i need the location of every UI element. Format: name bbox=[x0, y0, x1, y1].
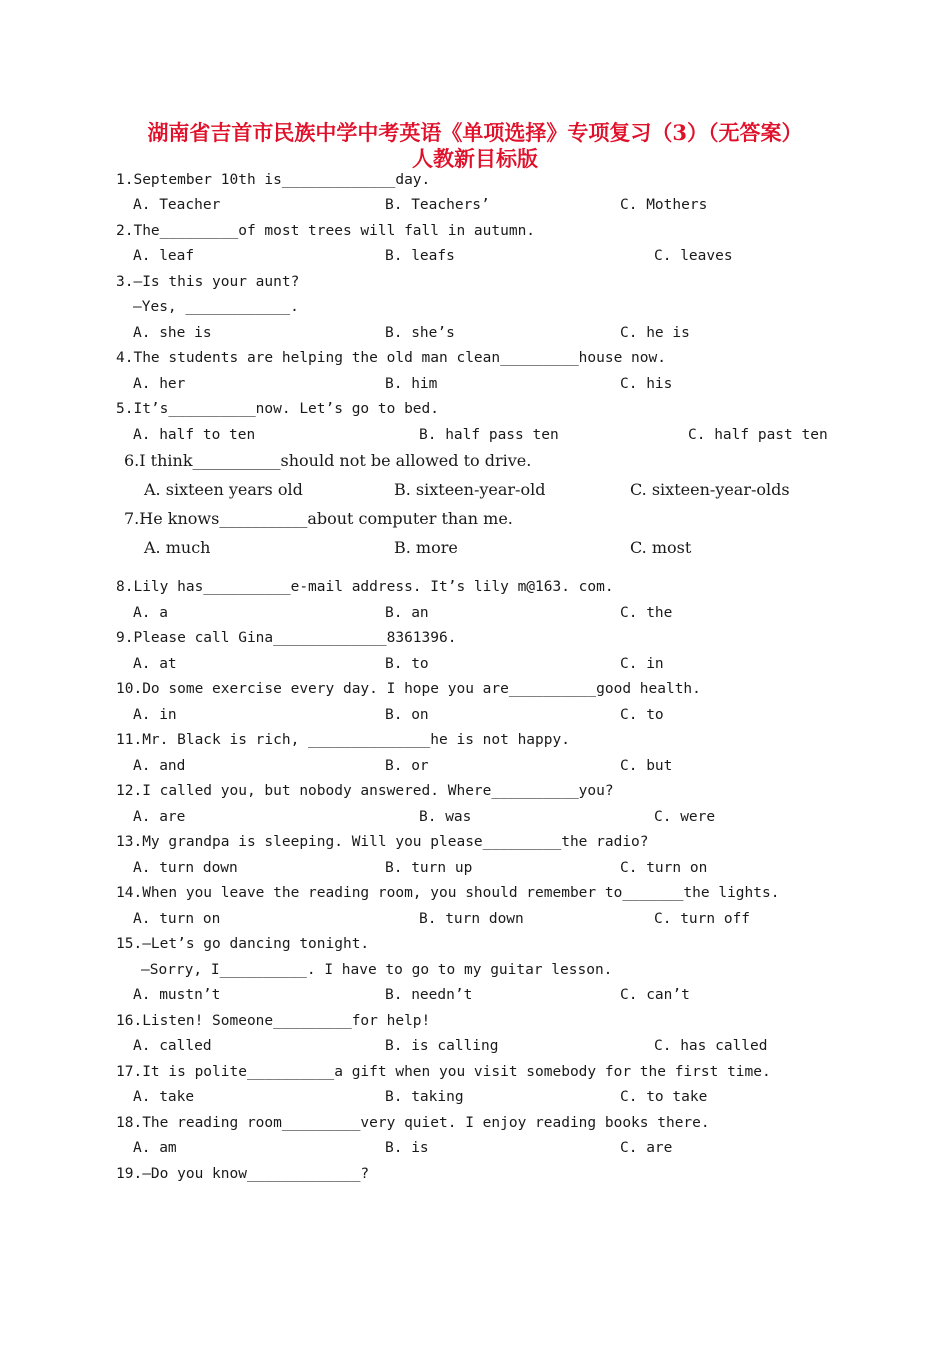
option-b: B. Teachers’ bbox=[385, 197, 490, 213]
question-stem: 3.—Is this your aunt? bbox=[116, 274, 300, 290]
option-b: B. is bbox=[385, 1140, 429, 1156]
document-title-line-1: 湖南省吉首市民族中学中考英语《单项选择》专项复习（3）（无答案） bbox=[147, 120, 803, 145]
option-a: A. half to ten bbox=[133, 427, 256, 443]
option-b: B. leafs bbox=[385, 248, 455, 264]
option-a: A. sixteen years old bbox=[144, 480, 303, 499]
question-stem: 11.Mr. Black is rich, ______________he is not happy. bbox=[116, 732, 570, 748]
option-b: B. taking bbox=[385, 1089, 464, 1105]
question-stem: 15.—Let’s go dancing tonight. bbox=[116, 936, 370, 952]
question-stem-continued: —Yes, ____________. bbox=[133, 299, 299, 315]
option-a: A. and bbox=[133, 758, 186, 774]
option-c: C. but bbox=[620, 758, 673, 774]
option-b: B. turn up bbox=[385, 860, 473, 876]
option-b: B. more bbox=[394, 538, 458, 557]
question-stem: 7.He knows___________about computer than me. bbox=[124, 509, 513, 528]
option-b: B. is calling bbox=[385, 1038, 499, 1054]
question-stem: 1.September 10th is_____________day. bbox=[116, 172, 431, 188]
question-stem: 13.My grandpa is sleeping. Will you please_________the radio? bbox=[116, 834, 649, 850]
option-c: C. most bbox=[630, 538, 692, 557]
question-stem: 12.I called you, but nobody answered. Where__________you? bbox=[116, 783, 614, 799]
option-a: A. am bbox=[133, 1140, 177, 1156]
option-b: B. on bbox=[385, 707, 429, 723]
option-a: A. at bbox=[133, 656, 177, 672]
option-c: C. sixteen-year-olds bbox=[630, 480, 790, 499]
option-c: C. turn off bbox=[654, 911, 751, 927]
option-c: C. to bbox=[620, 707, 664, 723]
option-b: B. sixteen-year-old bbox=[394, 480, 546, 499]
option-b: B. she’s bbox=[385, 325, 455, 341]
option-b: B. turn down bbox=[419, 911, 524, 927]
question-stem-continued: —Sorry, I__________. I have to go to my guitar lesson. bbox=[141, 962, 613, 978]
option-b: B. was bbox=[419, 809, 472, 825]
option-b: B. to bbox=[385, 656, 429, 672]
option-a: A. Teacher bbox=[133, 197, 221, 213]
option-c: C. were bbox=[654, 809, 716, 825]
option-c: C. leaves bbox=[654, 248, 733, 264]
option-c: C. can’t bbox=[620, 987, 690, 1003]
question-stem: 17.It is polite__________a gift when you visit somebody for the first time. bbox=[116, 1064, 771, 1080]
option-a: A. leaf bbox=[133, 248, 195, 264]
option-c: C. the bbox=[620, 605, 673, 621]
option-b: B. or bbox=[385, 758, 429, 774]
question-stem: 18.The reading room_________very quiet. I enjoy reading books there. bbox=[116, 1115, 710, 1131]
option-a: A. turn down bbox=[133, 860, 238, 876]
option-b: B. an bbox=[385, 605, 429, 621]
option-a: A. turn on bbox=[133, 911, 221, 927]
question-stem: 19.—Do you know_____________? bbox=[116, 1166, 370, 1182]
option-a: A. her bbox=[133, 376, 186, 392]
option-b: B. him bbox=[385, 376, 438, 392]
option-a: A. much bbox=[144, 538, 211, 557]
option-a: A. called bbox=[133, 1038, 212, 1054]
option-a: A. in bbox=[133, 707, 177, 723]
option-c: C. are bbox=[620, 1140, 673, 1156]
option-b: B. needn’t bbox=[385, 987, 473, 1003]
option-b: B. half pass ten bbox=[419, 427, 559, 443]
question-stem: 5.It’s__________now. Let’s go to bed. bbox=[116, 401, 440, 417]
option-c: C. he is bbox=[620, 325, 690, 341]
option-c: C. turn on bbox=[620, 860, 708, 876]
option-a: A. she is bbox=[133, 325, 212, 341]
option-a: A. a bbox=[133, 605, 168, 621]
option-c: C. in bbox=[620, 656, 664, 672]
question-stem: 8.Lily has__________e-mail address. It’s lily m@163. com. bbox=[116, 579, 614, 595]
question-stem: 9.Please call Gina_____________8361396. bbox=[116, 630, 457, 646]
option-a: A. take bbox=[133, 1089, 195, 1105]
question-stem: 6.I think___________should not be allowed to drive. bbox=[124, 451, 532, 470]
option-c: C. has called bbox=[654, 1038, 768, 1054]
question-stem: 10.Do some exercise every day. I hope you are__________good health. bbox=[116, 681, 701, 697]
option-c: C. to take bbox=[620, 1089, 708, 1105]
option-c: C. half past ten bbox=[688, 427, 828, 443]
question-stem: 2.The_________of most trees will fall in autumn. bbox=[116, 223, 536, 239]
question-stem: 4.The students are helping the old man clean_________house now. bbox=[116, 350, 666, 366]
option-a: A. mustn’t bbox=[133, 987, 221, 1003]
option-a: A. are bbox=[133, 809, 186, 825]
question-stem: 14.When you leave the reading room, you should remember to_______the lights. bbox=[116, 885, 780, 901]
document-title-line-2: 人教新目标版 bbox=[412, 146, 538, 171]
option-c: C. Mothers bbox=[620, 197, 708, 213]
option-c: C. his bbox=[620, 376, 673, 392]
question-stem: 16.Listen! Someone_________for help! bbox=[116, 1013, 431, 1029]
